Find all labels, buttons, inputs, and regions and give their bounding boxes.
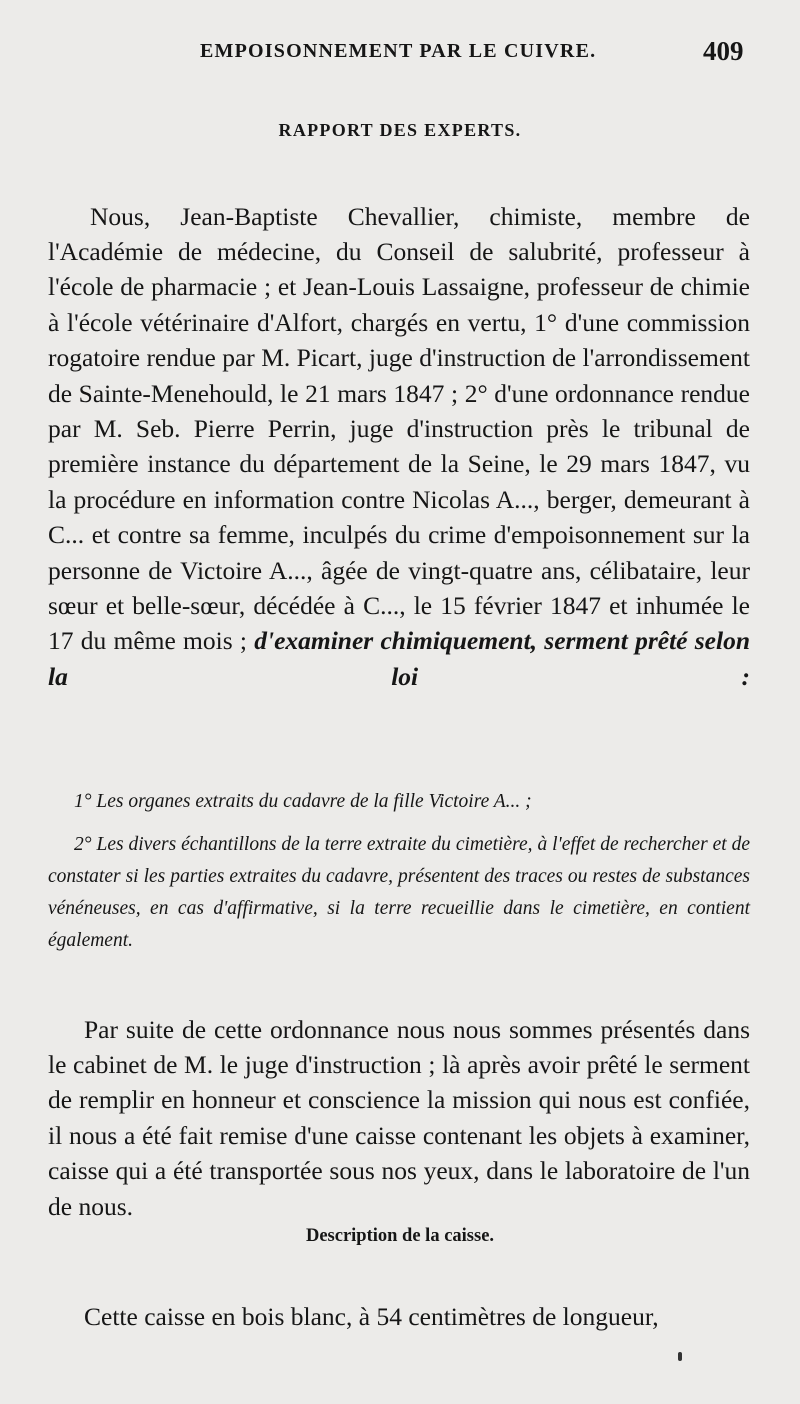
running-header-title: EMPOISONNEMENT PAR LE CUIVRE.	[200, 40, 597, 62]
running-header	[0, 36, 800, 76]
paragraph-experts-intro-text: Nous, Jean-Baptiste Chevallier, chimiste, membre de l'Académie de médecine, du Conseil de salubrité, professeur à l'école de pharmacie ; et Jean-Louis Lassaigne, professeur de chimie à l'école vétérinaire d'Alfort, chargés en vertu, 1° d'une commission rogatoire rendue par M. Picart, juge d'instruction de l'arrondissement de Sainte-Menehould, le 21 mars 1847 ; 2° d'une ordonnance rendue par M. Seb. Pierre Perrin, juge d'instruction près le tribunal de première instance du département de la Seine, le 29 mars 1847, vu la procédure en information contre Nicolas A..., berger, demeurant à C... et contre sa femme, inculpés du crime d'empoisonnement sur la personne de Victoire A..., âgée de vingt-quatre ans, célibataire, leur sœur et belle-sœur, décédée à C..., le 15 février 1847 et inhumée le 17 du même mois ;	[48, 201, 750, 656]
paragraph-ordonnance: Par suite de cette ordonnance nous nous sommes présentés dans le cabinet de M. le juge d'instruction ; là après avoir prêté le serment de remplir en honneur et conscience la mission qui nous est confiée, il nous a été fait remise d'une caisse contenant les objets à examiner, caisse qui a été transportée sous nos yeux, dans le laboratoire de l'un de nous.	[48, 1014, 750, 1221]
paragraph-experts-intro	[48, 199, 750, 695]
page-number: 409	[703, 36, 744, 66]
paragraph-caisse: Cette caisse en bois blanc, à 54 centimètres de longueur,	[84, 1301, 659, 1331]
list-item: 1° Les organes extraits du cadavre de la fille Victoire A... ;	[74, 790, 532, 812]
section-heading: RAPPORT DES EXPERTS.	[278, 120, 522, 140]
ink-speck	[678, 1352, 682, 1361]
list-item: 2° Les divers échantillons de la terre extraite du cimetière, à l'effet de rechercher et de constater si les parties extraites du cadavre, présentent des traces ou restes de substances vénéneuses, en cas d'affirmative, si la terre recueillie dans le cimetière, en contient également.	[48, 833, 750, 951]
subsection-heading: Description de la caisse.	[305, 1226, 495, 1246]
oath-phrase: d'examiner chimiquement, serment prêté selon la loi :	[48, 626, 751, 691]
